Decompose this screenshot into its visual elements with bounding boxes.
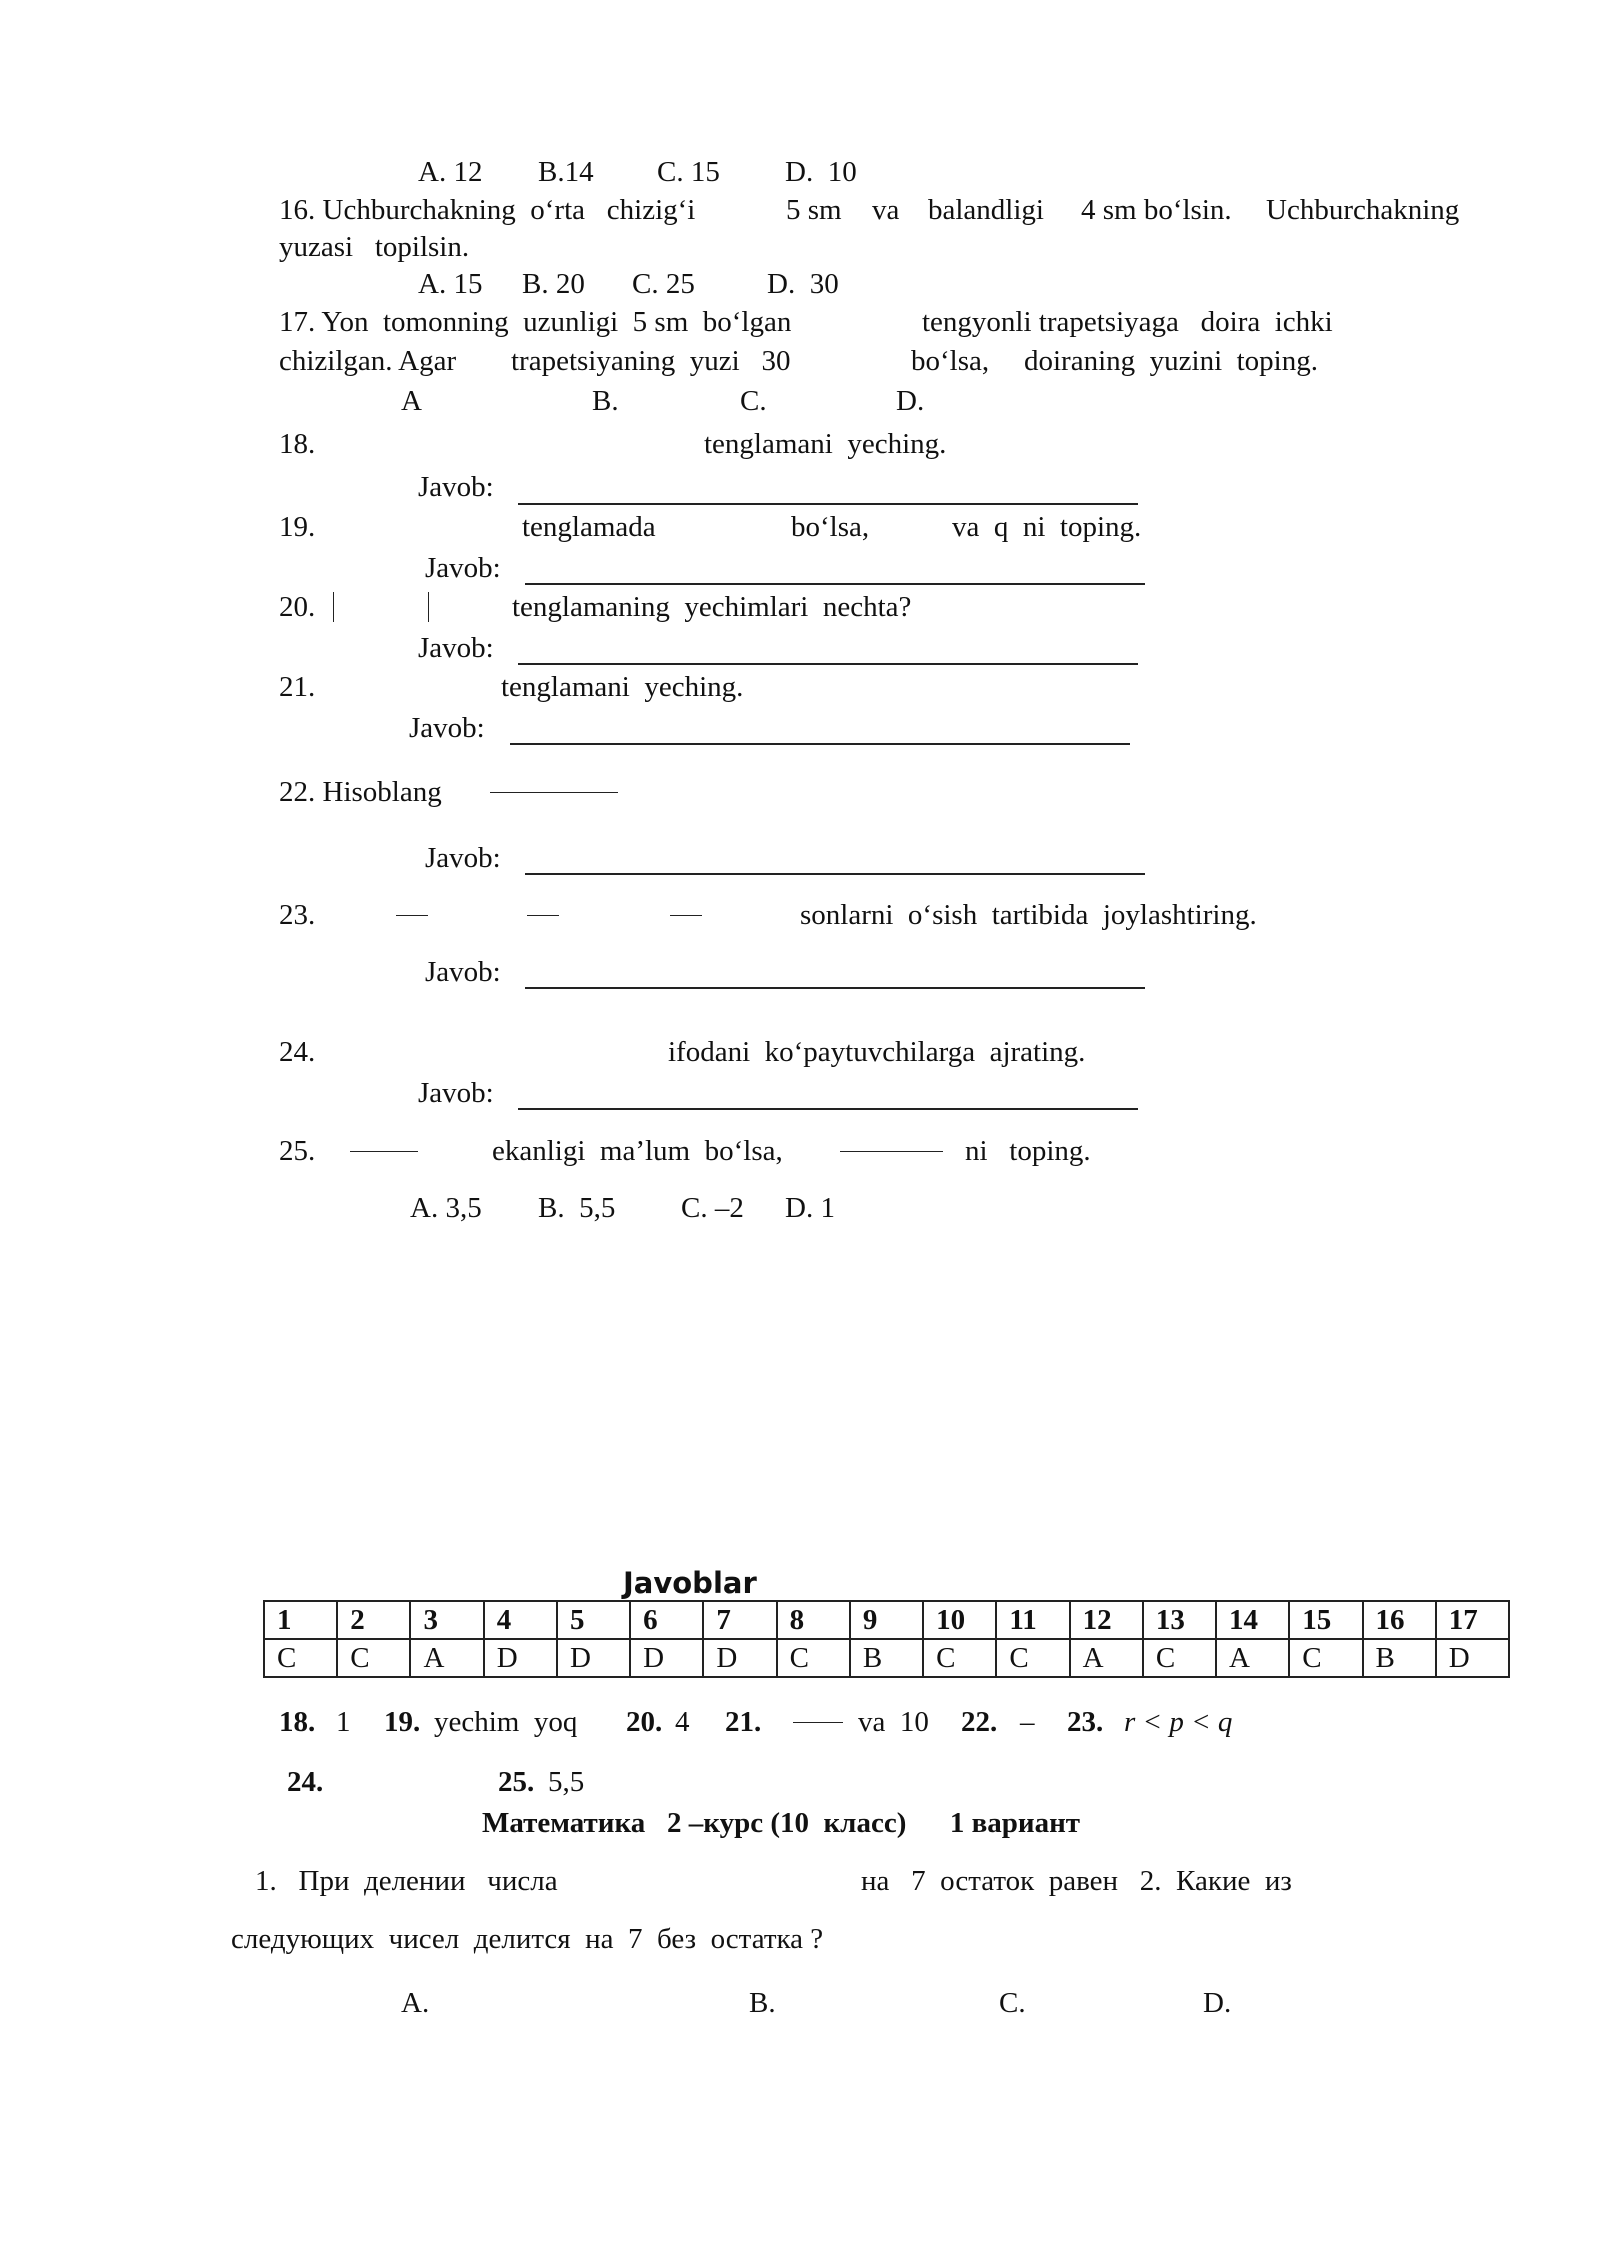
- q18-text: tenglamani yeching.: [704, 428, 947, 460]
- q17-option-a: A: [401, 385, 422, 417]
- answer-number: 10: [923, 1601, 996, 1639]
- answers-letter-row: [264, 1639, 1509, 1677]
- q18-answer-line[interactable]: [518, 503, 1138, 505]
- q17-text-e: bo‘lsa,: [911, 345, 990, 377]
- answer-letter: C: [996, 1639, 1069, 1677]
- abs-bar-right: [428, 592, 429, 622]
- q17-text-f: doiraning yuzini toping.: [1024, 345, 1318, 377]
- q18-number: 18.: [279, 428, 316, 460]
- q19-answer-line[interactable]: [525, 583, 1145, 585]
- q24-javob-label: Javob:: [418, 1077, 494, 1109]
- answer-number: 7: [703, 1601, 776, 1639]
- answer-23-number: 23.: [1067, 1706, 1104, 1738]
- answer-20-value: 4: [675, 1706, 690, 1738]
- q19-text-b: bo‘lsa,: [791, 511, 870, 543]
- q21-javob-label: Javob:: [409, 712, 485, 744]
- fraction-bar: [793, 1722, 843, 1723]
- abs-bar-left: [333, 592, 334, 622]
- q17-option-d: D.: [896, 385, 925, 417]
- answer-letter: D: [703, 1639, 776, 1677]
- q25-text-a: ekanligi ma’lum bo‘lsa,: [492, 1135, 783, 1167]
- answer-letter: C: [923, 1639, 996, 1677]
- q25-option-c: C. –2: [681, 1192, 744, 1224]
- variant-option-b: B.: [749, 1987, 776, 2019]
- q16-text-d: balandligi: [928, 194, 1044, 226]
- q17-text-d: trapetsiyaning yuzi 30: [511, 345, 791, 377]
- answers-title: Javoblar: [623, 1566, 757, 1600]
- answer-number: 17: [1436, 1601, 1509, 1639]
- answer-19-value: yechim yoq: [434, 1706, 578, 1738]
- answer-21-number: 21.: [725, 1706, 762, 1738]
- q17-text-a: 17. Yon tomonning uzunligi 5 sm bo‘lgan: [279, 306, 792, 338]
- q19-text-c: va q ni toping.: [952, 511, 1142, 543]
- q16-text-b: 5 sm: [786, 194, 842, 226]
- q17-option-c: C.: [740, 385, 767, 417]
- variant-option-d: D.: [1203, 1987, 1232, 2019]
- answer-number: 11: [996, 1601, 1069, 1639]
- answer-25-value: 5,5: [548, 1766, 585, 1798]
- q15-option-a: A. 12: [418, 156, 483, 188]
- q16-text-c: va: [872, 194, 900, 226]
- fraction-bar: [670, 915, 702, 916]
- answer-number: 6: [630, 1601, 703, 1639]
- variant-q1-text-a: 1. При делении числа: [255, 1865, 558, 1897]
- answer-18-value: 1: [336, 1706, 351, 1738]
- q25-option-d: D. 1: [785, 1192, 835, 1224]
- answer-number: 5: [557, 1601, 630, 1639]
- q21-text: tenglamani yeching.: [501, 671, 744, 703]
- answer-23-value: r < p < q: [1124, 1706, 1233, 1738]
- q15-option-d: D. 10: [785, 156, 857, 188]
- q23-number: 23.: [279, 899, 316, 931]
- fraction-bar: [396, 915, 428, 916]
- q19-number: 19.: [279, 511, 316, 543]
- answer-22-value: –: [1020, 1706, 1035, 1738]
- answer-20-number: 20.: [626, 1706, 663, 1738]
- fraction-bar: [490, 792, 618, 793]
- answer-24-number: 24.: [287, 1766, 324, 1798]
- q23-answer-line[interactable]: [525, 987, 1145, 989]
- q17-option-b: B.: [592, 385, 619, 417]
- q20-number: 20.: [279, 591, 316, 623]
- q19-javob-label: Javob:: [425, 552, 501, 584]
- q22-javob-label: Javob:: [425, 842, 501, 874]
- answer-letter: D: [630, 1639, 703, 1677]
- q17-text-c: chizilgan. Agar: [279, 345, 457, 377]
- answer-number: 3: [410, 1601, 483, 1639]
- answer-25-number: 25.: [498, 1766, 535, 1798]
- answer-letter: C: [337, 1639, 410, 1677]
- q16-option-d: D. 30: [767, 268, 839, 300]
- answer-letter: C: [1143, 1639, 1216, 1677]
- answer-number: 14: [1216, 1601, 1289, 1639]
- q23-javob-label: Javob:: [425, 956, 501, 988]
- variant-option-a: A.: [401, 1987, 430, 2019]
- answers-table: [263, 1600, 1510, 1678]
- fraction-bar: [350, 1151, 418, 1152]
- q23-text: sonlarni o‘sish tartibida joylashtiring.: [800, 899, 1257, 931]
- answer-number: 2: [337, 1601, 410, 1639]
- fraction-bar: [840, 1151, 943, 1152]
- q21-number: 21.: [279, 671, 316, 703]
- answer-letter: D: [484, 1639, 557, 1677]
- q25-number: 25.: [279, 1135, 316, 1167]
- answer-18-number: 18.: [279, 1706, 316, 1738]
- q21-answer-line[interactable]: [510, 743, 1130, 745]
- q16-text-line2: yuzasi topilsin.: [279, 231, 470, 263]
- q24-number: 24.: [279, 1036, 316, 1068]
- answer-number: 8: [777, 1601, 850, 1639]
- q25-option-a: A. 3,5: [410, 1192, 482, 1224]
- answer-letter: C: [777, 1639, 850, 1677]
- answer-letter: A: [410, 1639, 483, 1677]
- q20-javob-label: Javob:: [418, 632, 494, 664]
- variant-option-c: C.: [999, 1987, 1026, 2019]
- answer-number: 12: [1070, 1601, 1143, 1639]
- answer-letter: C: [1289, 1639, 1362, 1677]
- answer-number: 9: [850, 1601, 923, 1639]
- answer-22-number: 22.: [961, 1706, 998, 1738]
- q19-text-a: tenglamada: [522, 511, 656, 543]
- answer-letter: C: [264, 1639, 337, 1677]
- q16-option-b: B. 20: [522, 268, 585, 300]
- q15-option-b: B.14: [538, 156, 594, 188]
- q24-answer-line[interactable]: [518, 1108, 1138, 1110]
- answer-letter: D: [1436, 1639, 1509, 1677]
- q16-text-f: Uchburchakning: [1266, 194, 1460, 226]
- answer-number: 4: [484, 1601, 557, 1639]
- answer-number: 1: [264, 1601, 337, 1639]
- q16-text-a: 16. Uchburchakning o‘rta chizig‘i: [279, 194, 696, 226]
- answer-number: 13: [1143, 1601, 1216, 1639]
- q20-text: tenglamaning yechimlari nechta?: [512, 591, 912, 623]
- answer-letter: A: [1070, 1639, 1143, 1677]
- answer-letter: D: [557, 1639, 630, 1677]
- q22-answer-line[interactable]: [525, 873, 1145, 875]
- q16-option-a: A. 15: [418, 268, 483, 300]
- fraction-bar: [527, 915, 559, 916]
- q15-option-c: C. 15: [657, 156, 720, 188]
- q17-text-b: tengyonli trapetsiyaga doira ichki: [922, 306, 1333, 338]
- answer-number: 15: [1289, 1601, 1362, 1639]
- answer-letter: A: [1216, 1639, 1289, 1677]
- q24-text: ifodani ko‘paytuvchilarga ajrating.: [668, 1036, 1086, 1068]
- answers-number-row: [264, 1601, 1509, 1639]
- q18-javob-label: Javob:: [418, 471, 494, 503]
- variant-q1-text-b: на 7 остаток равен 2. Какие из: [861, 1865, 1292, 1897]
- q16-option-c: C. 25: [632, 268, 695, 300]
- answer-21-value: va 10: [858, 1706, 929, 1738]
- answer-letter: B: [850, 1639, 923, 1677]
- q22-text: 22. Hisoblang: [279, 776, 442, 808]
- q25-text-b: ni toping.: [965, 1135, 1091, 1167]
- q20-answer-line[interactable]: [518, 663, 1138, 665]
- q25-option-b: B. 5,5: [538, 1192, 616, 1224]
- answer-letter: B: [1363, 1639, 1436, 1677]
- answer-number: 16: [1363, 1601, 1436, 1639]
- q16-text-e: 4 sm bo‘lsin.: [1081, 194, 1232, 226]
- answer-19-number: 19.: [384, 1706, 421, 1738]
- variant-q1-text-line2: следующих чисел делится на 7 без остатка ?: [231, 1923, 824, 1955]
- variant-heading: Математика 2 –курс (10 класс) 1 вариант: [482, 1807, 1081, 1839]
